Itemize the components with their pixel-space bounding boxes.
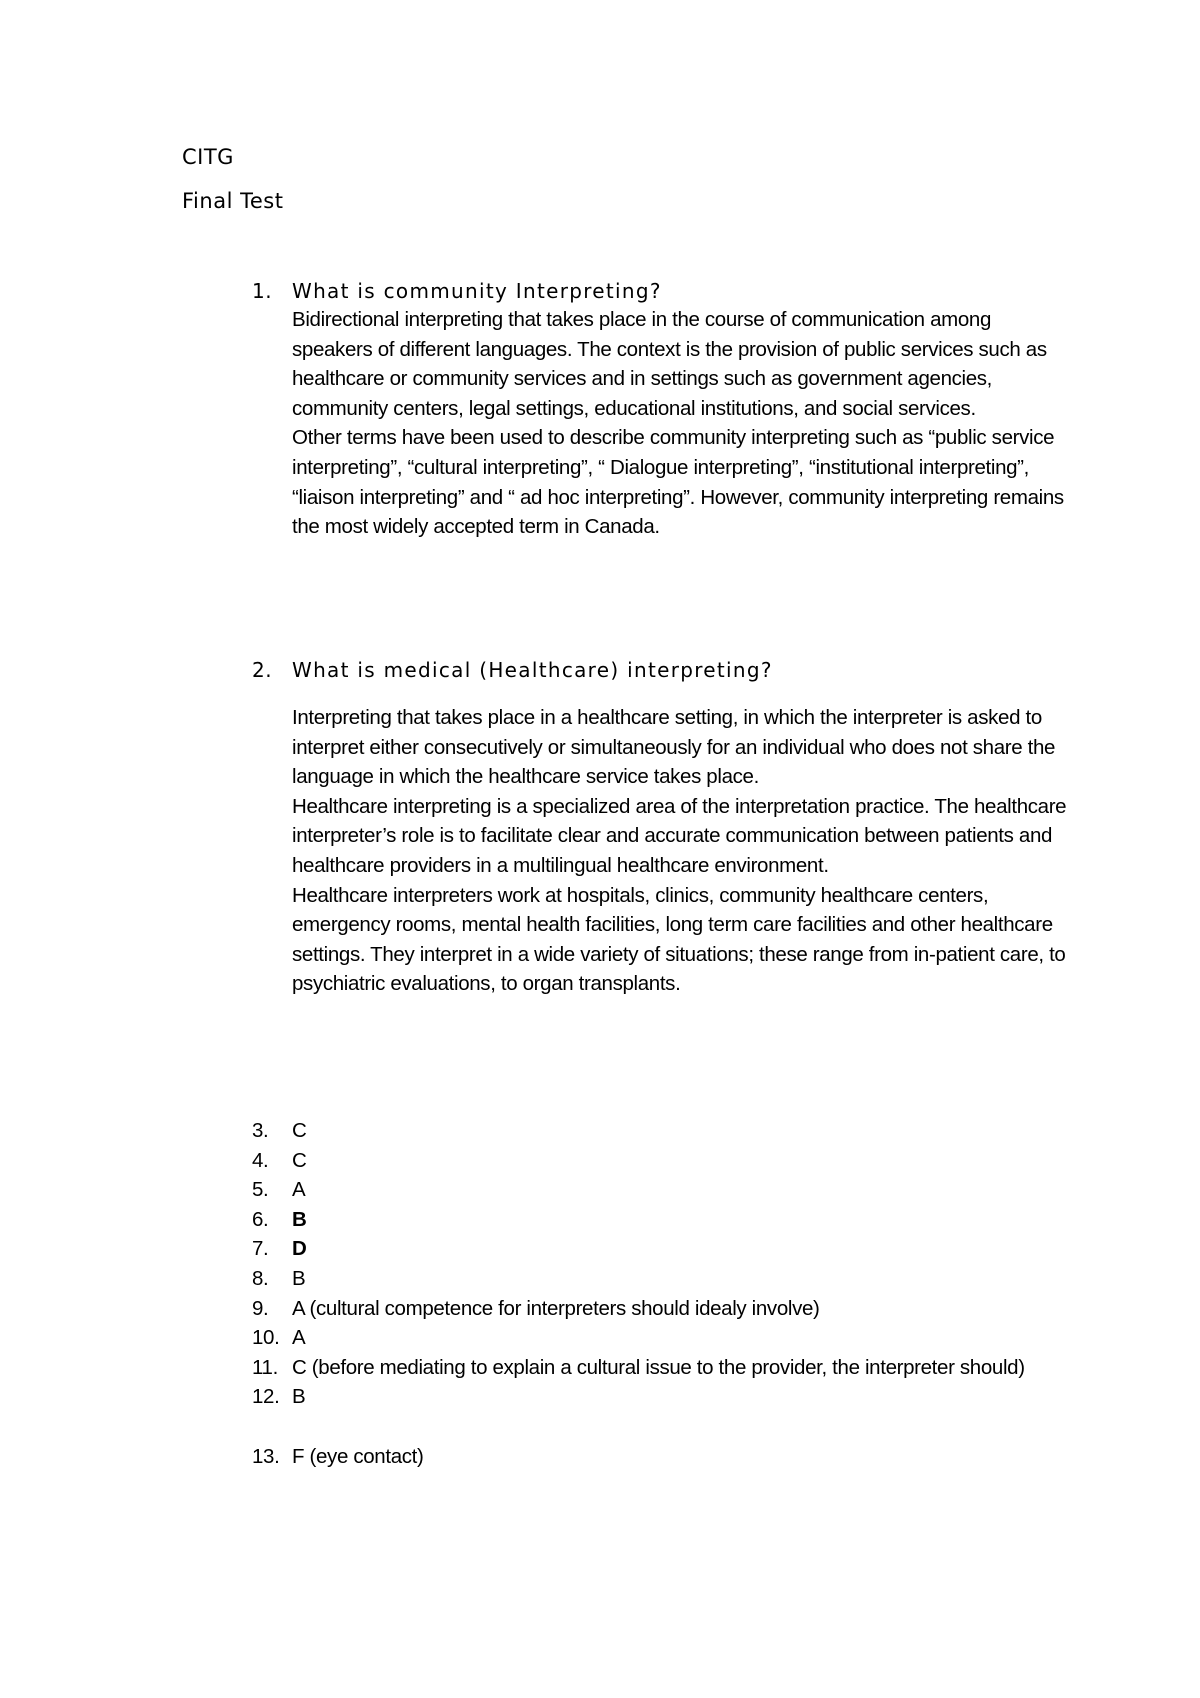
list-item (252, 1442, 1052, 1472)
item-number: 7. (252, 1237, 269, 1261)
item-number: 11. (252, 1355, 278, 1379)
document-org: CITG (182, 145, 234, 169)
list-item (252, 1294, 1052, 1324)
item-number: 5. (252, 1178, 269, 1202)
list-item (252, 1382, 1052, 1412)
item-answer: B (292, 1266, 306, 1290)
question-title: What is community Interpreting? (292, 279, 662, 303)
item-number: 10. (252, 1326, 280, 1350)
item-answer: F (eye contact) (292, 1444, 424, 1468)
item-answer: A (cultural competence for interpreters should idealy involve) (292, 1296, 820, 1320)
answer-paragraph: Other terms have been used to describe community interpreting such as “public service interpreting”, “cultural interpreting”, “ Dialogue interpreting”, “institutional interpreting”, “liaison interpreting” and “ ad hoc interpreting”. However, community interpreting remains the most widely accepted term in Canada. (292, 426, 1064, 539)
question-number: 1. (252, 279, 273, 303)
list-item (252, 1175, 1052, 1205)
answer-paragraph: Bidirectional interpreting that takes place in the course of communication among speakers of different languages. The context is the provision of public services such as healthcare or community services and in settings such as government agencies, community centers, legal settings, educational institutions, and social services. (292, 308, 1047, 420)
item-answer: D (292, 1237, 307, 1261)
answer-paragraph: Healthcare interpreters work at hospitals, clinics, community healthcare centers, emergency rooms, mental health facilities, long term care facilities and other healthcare settings. They interpret in a wide variety of situations; these range from in-patient care, to psychiatric evaluations, to organ transplants. (292, 883, 1066, 996)
list-item (252, 1234, 1052, 1264)
item-answer: C (292, 1119, 307, 1142)
answer-key-list (252, 1116, 1052, 1471)
list-item (252, 1353, 1052, 1383)
item-number: 13. (252, 1444, 280, 1468)
item-answer: A (292, 1326, 306, 1350)
list-item (252, 1116, 1052, 1146)
list-item (252, 1205, 1052, 1235)
list-item (252, 1146, 1052, 1176)
question-number: 2. (252, 658, 273, 682)
answer-paragraph: Interpreting that takes place in a healthcare setting, in which the interpreter is asked to interpret either consecutively or simultaneously for an individual who does not share the language in which the healthcare service takes place. (292, 706, 1056, 789)
item-number: 8. (252, 1266, 269, 1290)
item-number: 4. (252, 1148, 269, 1172)
item-answer: A (292, 1178, 306, 1202)
item-answer: C (292, 1148, 307, 1172)
item-answer: C (before mediating to explain a cultural issue to the provider, the interpreter should) (292, 1355, 1025, 1379)
item-answer: B (292, 1385, 306, 1409)
answer-body (292, 305, 1072, 542)
document-title: Final Test (182, 189, 284, 213)
item-number: 3. (252, 1119, 269, 1142)
list-item (252, 1264, 1052, 1294)
answer-paragraph: Healthcare interpreting is a specialized area of the interpretation practice. The healthcare interpreter’s role is to facilitate clear and accurate communication between patients and healthcare providers in a multilingual healthcare environment. (292, 794, 1067, 877)
answer-body (292, 703, 1072, 999)
item-number: 12. (252, 1385, 280, 1409)
item-answer: B (292, 1207, 307, 1231)
list-item (252, 1323, 1052, 1353)
question-title: What is medical (Healthcare) interpreting? (292, 658, 773, 682)
item-number: 9. (252, 1296, 269, 1320)
item-number: 6. (252, 1207, 269, 1231)
